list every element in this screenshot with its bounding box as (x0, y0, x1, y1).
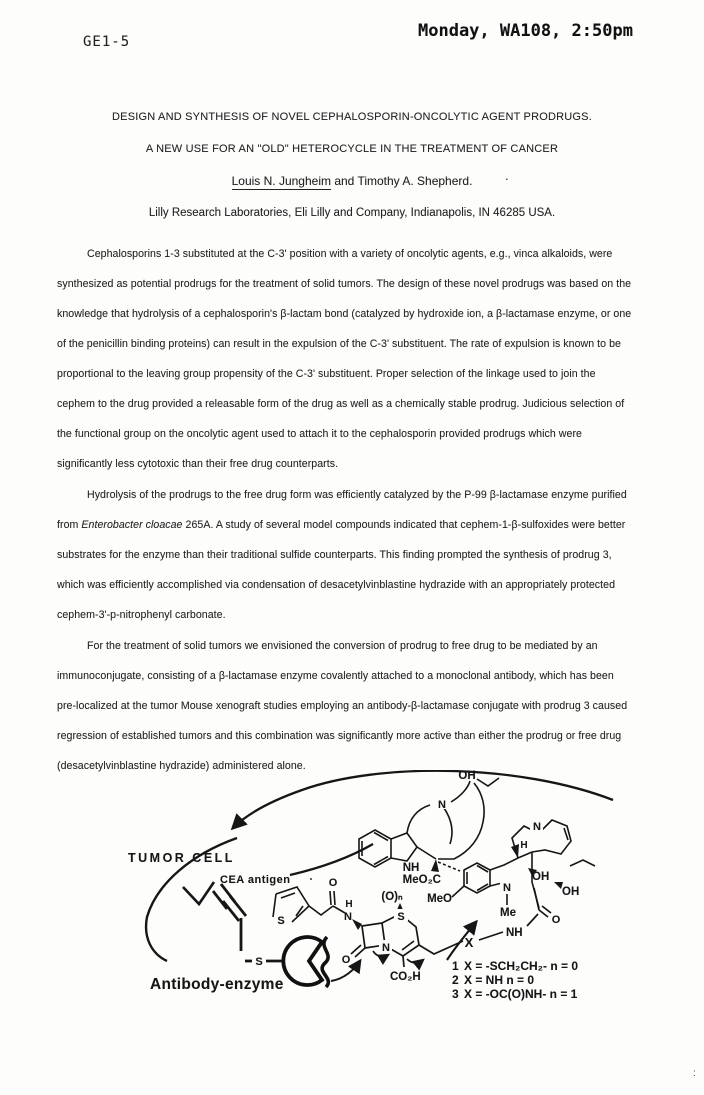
presenting-author: Louis N. Jungheim (231, 174, 331, 188)
scan-speck (310, 878, 312, 880)
text-line: which was efficiently accomplished via condensation of desacetylvinblastine hydrazide with an appropriately protected (57, 579, 616, 591)
prodrug-to-cell-arrow (233, 771, 613, 828)
compound-legend (452, 959, 578, 1001)
amide-n-label: N (344, 911, 352, 923)
text-line: of the penicillin binding proteins) can result in the expulsion of the C-3' substituent. The rate of expulsion is known to be (57, 338, 621, 350)
disulfide-s-label: S (255, 956, 263, 968)
x-nh-bond (479, 932, 503, 940)
antibody-enzyme-label: Antibody-enzyme (150, 976, 284, 993)
macrocycle-n-label: N (438, 799, 446, 811)
ester-label: MeO₂C (402, 874, 441, 886)
methoxy-label: MeO (427, 893, 452, 905)
text-line: proportional to the leaving group propensity of the C-3' substituent. Proper selection of the linkage used to join the (57, 368, 596, 380)
legend-num: 2 (452, 973, 459, 987)
lactam-n-label: N (382, 942, 390, 954)
paper-title-line1: DESIGN AND SYNTHESIS OF NOVEL CEPHALOSPORIN-ONCOLYTIC AGENT PRODRUGS. (112, 111, 592, 123)
legend-num: 3 (452, 987, 459, 1001)
coauthor-text: and Timothy A. Shepherd. (330, 174, 473, 188)
amide-o-label: O (328, 877, 338, 889)
enzyme-pacman (283, 937, 328, 987)
text-line: For the treatment of solid tumors we envisioned the conversion of prodrug to free drug to be mediated by an (87, 640, 598, 652)
sulfoxide-label: (O)ₙ (381, 891, 403, 903)
session-code: GE1-5 (83, 34, 131, 50)
oh-a-label: OH (532, 871, 550, 883)
text-line: cephem-3'-p-nitrophenyl carbonate. (57, 609, 226, 621)
legend-text: X = NH n = 0 (464, 973, 535, 987)
legend-num: 1 (452, 959, 459, 973)
right-n-label: N (533, 821, 541, 833)
stereo-h-label: H (520, 840, 528, 851)
legend-text: X = -OC(O)NH- n = 1 (464, 987, 578, 1001)
species-name-italic: Enterobacter cloacae (81, 519, 183, 531)
legend-text: X = -SCH₂CH₂- n = 0 (464, 959, 579, 973)
text-line: regression of established tumors and this combination was significantly more active than either the prodrug or free drug (57, 730, 622, 742)
scan-mark-artifact: : (693, 1068, 696, 1079)
text-line: immunoconjugate, consisting of a β-lactamase enzyme covalently attached to a monoclonal antibody, which has been (57, 670, 614, 682)
text-line: pre-localized at the tumor Mouse xenograft studies employing an antibody-β-lactamase conjugate with prodrug 3 caused (57, 700, 628, 712)
oh-b-label: OH (562, 886, 580, 898)
abstract-body (57, 239, 651, 782)
thiophene-s-label: S (277, 915, 285, 927)
carboxyl-label: CO₂H (390, 971, 421, 983)
authors-line (0, 174, 704, 188)
n-methyl-label: Me (500, 907, 516, 919)
linker-nh-label: NH (506, 927, 523, 939)
indole-nh-label: NH (402, 862, 420, 874)
text-run: 265A. A study of several model compounds indicated that cephem-1-β-sulfoxides were better (182, 519, 626, 531)
text-run: from (57, 519, 82, 531)
ring-s-label: S (397, 911, 405, 923)
text-line: synthesized as potential prodrugs for the treatment of solid tumors. The design of these novel prodrugs was based on the (57, 278, 632, 290)
text-line: significantly less cytotoxic than their free drug counterparts. (57, 458, 339, 470)
text-line: the functional group on the oncolytic agent used to attach it to the cephalosporin provided prodrugs which were (57, 428, 582, 440)
reaction-scheme-figure (40, 770, 700, 1020)
tumor-cell-label: TUMOR CELL (128, 851, 235, 865)
paper-title-line2: A NEW USE FOR AN "OLD" HETEROCYCLE IN THE TREATMENT OF CANCER (145, 143, 559, 155)
hydrazide-o-label: O (551, 914, 561, 926)
text-line: substrates for the enzyme than their traditional sulfide counterparts. This finding prompted the synthesis of prodrug 3, (57, 549, 612, 561)
schedule-header: Monday, WA108, 2:50pm (418, 21, 633, 41)
linker-x-label: X (464, 935, 474, 950)
text-line: (desacetylvinblastine hydrazide) administered alone. (57, 760, 306, 772)
velbanamine-unit (359, 778, 499, 872)
text-line: Hydrolysis of the prodrugs to the free drug form was efficiently catalyzed by the P-99 β-lactamase enzyme purified (87, 489, 627, 501)
antibody-shape (213, 884, 283, 961)
text-line: cephem to the drug provided a releasable form of the drug as well as a chemically stable prodrug. Judicious selection of (57, 398, 625, 410)
cea-antigen-label: CEA antigen (220, 874, 291, 886)
text-line (57, 510, 651, 540)
text-line: Cephalosporins 1-3 substituted at the C-3' position with a variety of oncolytic agents, e.g., vinca alkaloids, were (87, 248, 613, 260)
paragraph-3 (57, 631, 651, 781)
vindoline-n-label: N (503, 882, 511, 894)
lactam-o-label: O (341, 954, 351, 966)
text-line: knowledge that hydrolysis of a cephalosporin's β-lactam bond (catalyzed by hydroxide ion, a β-lactamase enzyme, or one (57, 308, 632, 320)
paragraph-2 (57, 480, 651, 630)
affiliation-line: Lilly Research Laboratories, Eli Lilly and Company, Indianapolis, IN 46285 USA. (148, 207, 556, 219)
amide-h-label: H (345, 899, 353, 910)
scan-dot-artifact: . (505, 168, 509, 183)
paragraph-1 (57, 239, 651, 479)
top-oh-label: OH (458, 770, 476, 782)
